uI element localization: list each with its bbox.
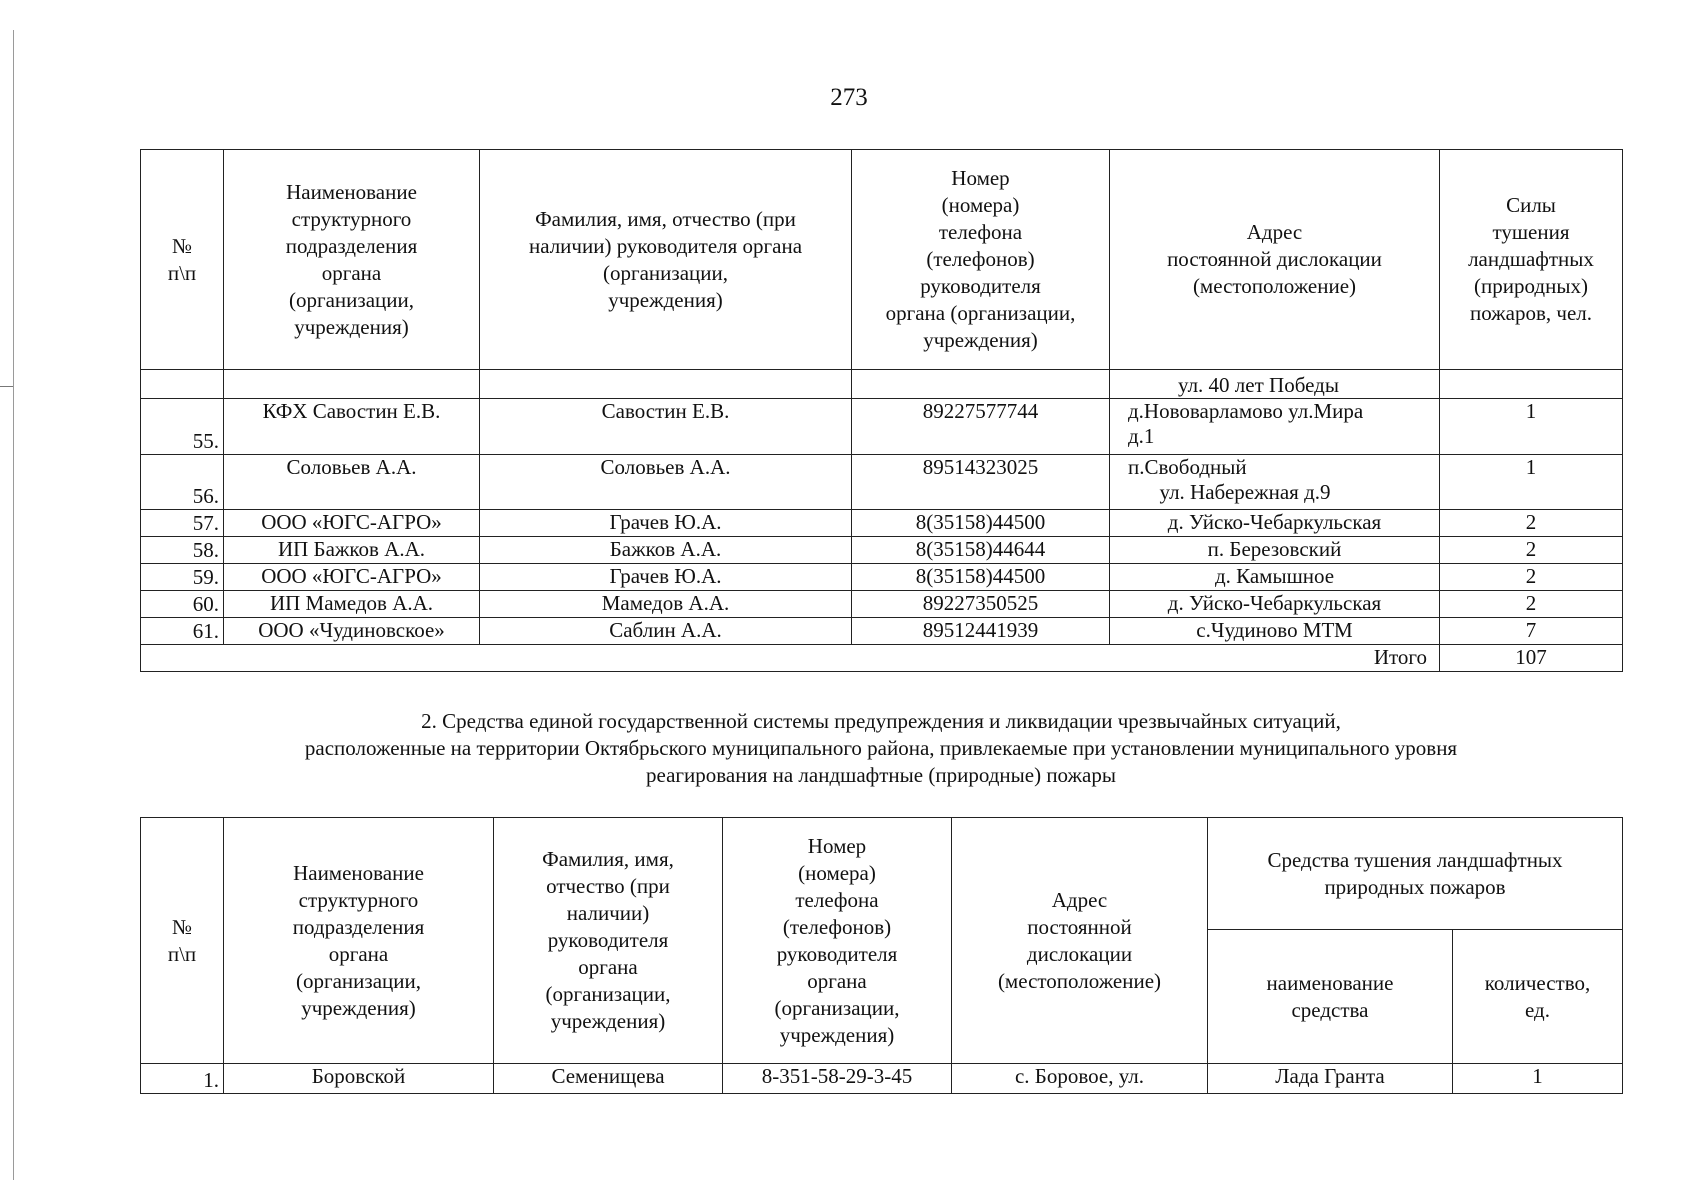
header-number: № п\п <box>141 818 224 1064</box>
table-row <box>141 564 1623 591</box>
section-title: 2. Средства единой государственной системы предупреждения и ликвидации чрезвычайных ситуаций, расположенные на территории Октябрьского муниципального района, привлекаемые при установлении муниципального уровня реагирования на ландшафтные (природные) пожары <box>304 709 1458 787</box>
cell-number: 1. <box>141 1064 224 1094</box>
header-forces: Силы тушения ландшафтных (природных) пожаров, чел. <box>1440 150 1623 370</box>
forces-table <box>140 149 1623 672</box>
means-table <box>140 817 1623 1094</box>
cell-means-name: Лада Гранта <box>1208 1064 1453 1094</box>
header-means-qty: количество, ед. <box>1453 930 1623 1064</box>
cell-head-name: Грачев Ю.А. <box>480 564 852 591</box>
cell-means-qty: 1 <box>1453 1064 1623 1094</box>
cell-unit-name: Боровской <box>224 1064 494 1094</box>
cell-number: 59. <box>141 564 224 591</box>
header-phone: Номер (номера) телефона (телефонов) руководителя органа (организации, учреждения) <box>723 818 952 1064</box>
cell-unit-name: КФХ Савостин Е.В. <box>224 399 480 455</box>
scan-edge-line <box>13 30 14 1180</box>
header-unit-name: Наименование структурного подразделения органа (организации, учреждения) <box>224 818 494 1064</box>
cell-head-name: Мамедов А.А. <box>480 591 852 618</box>
cell-forces: 7 <box>1440 618 1623 645</box>
cell-number: 60. <box>141 591 224 618</box>
cell-forces: 1 <box>1440 399 1623 455</box>
cell-address: ул. 40 лет Победы <box>1110 370 1440 399</box>
cell-empty <box>1440 370 1623 399</box>
cell-phone: 89227577744 <box>852 399 1110 455</box>
cell-unit-name: ООО «ЮГС-АГРО» <box>224 510 480 537</box>
header-address: Адрес постоянной дислокации (местоположение) <box>1110 150 1440 370</box>
cell-head-name: Семенищева <box>494 1064 723 1094</box>
cell-address: д. Уйско-Чебаркульская <box>1110 510 1440 537</box>
cell-number: 55. <box>141 399 224 455</box>
total-value: 107 <box>1440 645 1623 672</box>
cell-phone: 8(35158)44500 <box>852 564 1110 591</box>
cell-unit-name: Соловьев А.А. <box>224 455 480 510</box>
cell-phone: 8(35158)44644 <box>852 537 1110 564</box>
header-head-name: Фамилия, имя, отчество (при наличии) руководителя органа (организации, учреждения) <box>494 818 723 1064</box>
cell-phone: 8(35158)44500 <box>852 510 1110 537</box>
cell-number: 58. <box>141 537 224 564</box>
header-number: № п\п <box>141 150 224 370</box>
cell-address: д. Камышное <box>1110 564 1440 591</box>
table-row-total <box>141 645 1623 672</box>
cell-phone: 89512441939 <box>852 618 1110 645</box>
cell-address: п.Свободный ул. Набережная д.9 <box>1110 455 1440 510</box>
scan-margin-mark <box>0 386 13 387</box>
cell-head-name: Саблин А.А. <box>480 618 852 645</box>
cell-phone: 89514323025 <box>852 455 1110 510</box>
table-row <box>141 1064 1623 1094</box>
cell-head-name: Бажков А.А. <box>480 537 852 564</box>
cell-phone: 8-351-58-29-3-45 <box>723 1064 952 1094</box>
header-phone: Номер (номера) телефона (телефонов) руководителя органа (организации, учреждения) <box>852 150 1110 370</box>
cell-forces: 2 <box>1440 564 1623 591</box>
header-means-group: Средства тушения ландшафтных природных пожаров <box>1208 818 1623 930</box>
table-row <box>141 618 1623 645</box>
cell-unit-name: ИП Бажков А.А. <box>224 537 480 564</box>
table-row <box>141 455 1623 510</box>
cell-number: 61. <box>141 618 224 645</box>
table-row <box>141 537 1623 564</box>
table-row <box>141 510 1623 537</box>
cell-address: с. Боровое, ул. <box>952 1064 1208 1094</box>
cell-empty <box>224 370 480 399</box>
cell-forces: 2 <box>1440 510 1623 537</box>
cell-head-name: Соловьев А.А. <box>480 455 852 510</box>
cell-forces: 2 <box>1440 537 1623 564</box>
cell-empty <box>480 370 852 399</box>
header-head-name: Фамилия, имя, отчество (при наличии) руководителя органа (организации, учреждения) <box>480 150 852 370</box>
cell-forces: 1 <box>1440 455 1623 510</box>
table-row <box>141 591 1623 618</box>
cell-address: д.Нововарламово ул.Мира д.1 <box>1110 399 1440 455</box>
cell-unit-name: ООО «ЮГС-АГРО» <box>224 564 480 591</box>
cell-head-name: Грачев Ю.А. <box>480 510 852 537</box>
cell-phone: 89227350525 <box>852 591 1110 618</box>
page-number: 273 <box>830 84 868 111</box>
header-means-name: наименование средства <box>1208 930 1453 1064</box>
total-label: Итого <box>141 645 1440 672</box>
cell-number: 57. <box>141 510 224 537</box>
cell-address: с.Чудиново МТМ <box>1110 618 1440 645</box>
cell-address: д. Уйско-Чебаркульская <box>1110 591 1440 618</box>
header-address: Адрес постоянной дислокации (местоположение) <box>952 818 1208 1064</box>
cell-empty <box>141 370 224 399</box>
table-row <box>141 399 1623 455</box>
header-unit-name: Наименование структурного подразделения органа (организации, учреждения) <box>224 150 480 370</box>
cell-number: 56. <box>141 455 224 510</box>
cell-address: п. Березовский <box>1110 537 1440 564</box>
table-row-continuation <box>141 370 1623 399</box>
cell-unit-name: ИП Мамедов А.А. <box>224 591 480 618</box>
cell-forces: 2 <box>1440 591 1623 618</box>
cell-head-name: Савостин Е.В. <box>480 399 852 455</box>
cell-unit-name: ООО «Чудиновское» <box>224 618 480 645</box>
cell-empty <box>852 370 1110 399</box>
